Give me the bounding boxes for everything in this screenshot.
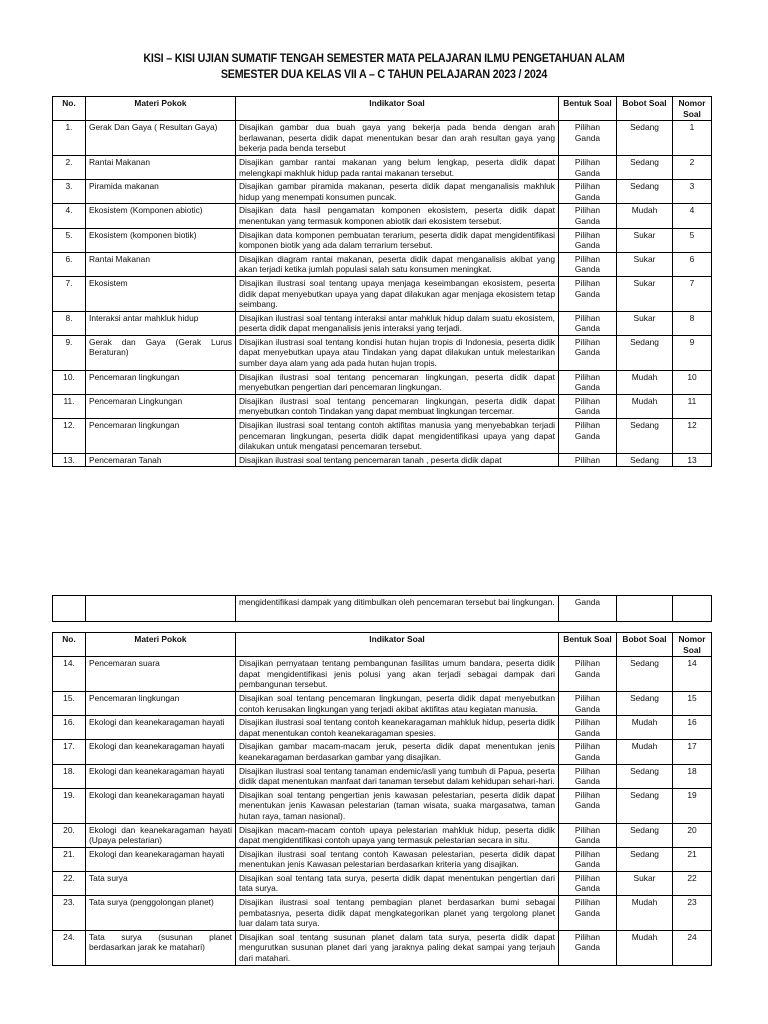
table-row	[53, 871, 712, 895]
cell-bobot: Sedang	[617, 335, 673, 370]
cell-bentuk: Pilihan Ganda	[559, 691, 617, 715]
cell-bentuk: Pilihan Ganda	[559, 394, 617, 418]
table-row	[53, 691, 712, 715]
cell-bobot: Mudah	[617, 740, 673, 764]
cell-indikator: Disajikan ilustrasi soal tentang pencemaran lingkungan, peserta didik dapat menyebutkan pengertian dari pencemaran lingkungan.	[236, 370, 559, 394]
cell-no	[53, 596, 86, 622]
cell-no: 17.	[53, 740, 86, 764]
document-title-line2: SEMESTER DUA KELAS VII A – C TAHUN PELAJARAN 2023 / 2024	[220, 69, 548, 81]
cell-indikator: Disajikan data hasil pengamatan komponen ekosistem, peserta didik dapat menentukan yang termasuk komponen abiotik dari ekosistem tersebut.	[236, 204, 559, 228]
cell-bentuk: Pilihan Ganda	[559, 716, 617, 740]
cell-materi: Ekologi dan keanekaragaman hayati (Upaya pelestarian)	[86, 823, 236, 847]
cell-bobot: Mudah	[617, 394, 673, 418]
cell-indikator: Disajikan ilustrasi soal tentang pembagian planet berdasarkan bumi sebagai pembatasnya, peserta didik dapat mengkategorikan planet yang tergolong planet luar dalam tata surya.	[236, 896, 559, 931]
cell-materi: Gerak Dan Gaya ( Resultan Gaya)	[86, 121, 236, 156]
header-bentuk: Bentuk Soal	[559, 97, 617, 121]
cell-indikator: Disajikan pernyataan tentang pembangunan fasilitas umum bandara, peserta didik dapat mengidentifikasi jenis polusi yang akan terjadi sebagai dampak dari pembangunan tersebut.	[236, 657, 559, 692]
cell-bentuk: Pilihan Ganda	[559, 740, 617, 764]
cell-bobot: Sedang	[617, 691, 673, 715]
cell-bobot: Sukar	[617, 276, 673, 311]
cell-nomor	[673, 596, 712, 622]
cell-bobot	[617, 596, 673, 622]
cell-bentuk: Pilihan Ganda	[559, 311, 617, 335]
cell-materi: Pencemaran Lingkungan	[86, 394, 236, 418]
cell-nomor: 20	[673, 823, 712, 847]
cell-bentuk: Pilihan Ganda	[559, 930, 617, 965]
cell-materi: Tata surya (penggolongan planet)	[86, 896, 236, 931]
cell-bentuk: Pilihan Ganda	[559, 657, 617, 692]
cell-no: 24.	[53, 930, 86, 965]
table-row	[53, 716, 712, 740]
cell-indikator: Disajikan macam-macam contoh upaya pelestarian mahkluk hidup, peserta didik dapat mengidentifikasi contoh upaya yang termasuk pelestarian secara in situ.	[236, 823, 559, 847]
header-bobot: Bobot Soal	[617, 633, 673, 657]
header-indikator: Indikator Soal	[236, 633, 559, 657]
cell-nomor: 7	[673, 276, 712, 311]
cell-materi	[86, 596, 236, 622]
table-header-row	[53, 633, 712, 657]
cell-nomor: 15	[673, 691, 712, 715]
header-materi: Materi Pokok	[86, 97, 236, 121]
cell-indikator: Disajikan ilustrasi soal tentang kondisi hutan hujan tropis di Indonesia, peserta didik dapat menyebutkan upaya atau Tindakan yang dapat dilakukan untuk melestarikan sumber daya alam yang ada pada hutan hujan tropis.	[236, 335, 559, 370]
table-row	[53, 740, 712, 764]
cell-bentuk: Pilihan Ganda	[559, 155, 617, 179]
cell-bentuk: Pilihan Ganda	[559, 121, 617, 156]
cell-no: 4.	[53, 204, 86, 228]
cell-nomor: 13	[673, 453, 712, 467]
table-row	[53, 788, 712, 823]
cell-materi: Gerak dan Gaya (Gerak Lurus Beraturan)	[86, 335, 236, 370]
cell-bobot: Mudah	[617, 930, 673, 965]
cell-indikator: Disajikan ilustrasi soal tentang contoh keanekaragaman mahkluk hidup, peserta didik dapat menentukan contoh keanekaragaman spesies.	[236, 716, 559, 740]
cell-bentuk: Ganda	[559, 596, 617, 622]
cell-bentuk: Pilihan Ganda	[559, 419, 617, 454]
cell-bobot: Sedang	[617, 823, 673, 847]
grid-table-1	[52, 96, 712, 467]
table-row	[53, 419, 712, 454]
cell-no: 6.	[53, 252, 86, 276]
cell-no: 11.	[53, 394, 86, 418]
cell-materi: Ekologi dan keanekaragaman hayati	[86, 716, 236, 740]
cell-nomor: 9	[673, 335, 712, 370]
cell-materi: Piramida makanan	[86, 180, 236, 204]
cell-no: 14.	[53, 657, 86, 692]
cell-nomor: 2	[673, 155, 712, 179]
cell-no: 12.	[53, 419, 86, 454]
table-row	[53, 453, 712, 467]
cell-materi: Ekologi dan keanekaragaman hayati	[86, 740, 236, 764]
cell-no: 8.	[53, 311, 86, 335]
cell-nomor: 23	[673, 896, 712, 931]
table-row	[53, 394, 712, 418]
cell-indikator: Disajikan ilustrasi soal tentang contoh Kawasan pelestarian, peserta didik dapat menentukan jenis Kawasan pelestarian berdasarkan kriteria yang disajikan.	[236, 847, 559, 871]
cell-bentuk: Pilihan Ganda	[559, 370, 617, 394]
cell-materi: Pencemaran suara	[86, 657, 236, 692]
table-row	[53, 335, 712, 370]
cell-bentuk: Pilihan Ganda	[559, 276, 617, 311]
cell-bentuk: Pilihan Ganda	[559, 823, 617, 847]
cell-indikator: Disajikan soal tentang susunan planet dalam tata surya, peserta didik dapat mengurutkan susunan planet dari yang jaraknya paling dekat sampai yang terjauh dari matahari.	[236, 930, 559, 965]
cell-materi: Ekosistem (komponen biotik)	[86, 228, 236, 252]
cell-bobot: Sukar	[617, 871, 673, 895]
table-row	[53, 596, 712, 622]
cell-no: 5.	[53, 228, 86, 252]
cell-bobot: Sukar	[617, 311, 673, 335]
header-no: No.	[53, 633, 86, 657]
cell-no: 13.	[53, 453, 86, 467]
cell-no: 1.	[53, 121, 86, 156]
cell-bobot: Mudah	[617, 716, 673, 740]
table-row	[53, 252, 712, 276]
cell-materi: Rantai Makanan	[86, 252, 236, 276]
cell-bobot: Sukar	[617, 252, 673, 276]
table-row	[53, 370, 712, 394]
cell-bobot: Sedang	[617, 121, 673, 156]
cell-nomor: 5	[673, 228, 712, 252]
cell-bentuk: Pilihan Ganda	[559, 228, 617, 252]
cell-materi: Pencemaran Tanah	[86, 453, 236, 467]
cell-bobot: Mudah	[617, 896, 673, 931]
cell-materi: Pencemaran lingkungan	[86, 419, 236, 454]
header-nomor: Nomor Soal	[673, 97, 712, 121]
cell-nomor: 21	[673, 847, 712, 871]
cell-no: 19.	[53, 788, 86, 823]
cell-no: 21.	[53, 847, 86, 871]
table-row	[53, 180, 712, 204]
cell-indikator: Disajikan soal tentang pencemaran lingkungan, peserta didik dapat menyebutkan contoh kerusakan lingkungan yang terjadi akibat aktifitas atau kegiatan manusia.	[236, 691, 559, 715]
cell-no: 10.	[53, 370, 86, 394]
cell-indikator: Disajikan gambar rantai makanan yang belum lengkap, peserta didik dapat melengkapi makhluk hidup pada rantai makanan tersebut.	[236, 155, 559, 179]
cell-nomor: 4	[673, 204, 712, 228]
cell-indikator: Disajikan ilustrasi soal tentang tanaman endemic/asli yang tumbuh di Papua, peserta didik dapat menentukan manfaat dari tanaman tersebut dalam kehidupan sehari-hari.	[236, 764, 559, 788]
cell-indikator: Disajikan soal tentang tata surya, peserta didik dapat menentukan pengertian dari tata surya.	[236, 871, 559, 895]
cell-no: 22.	[53, 871, 86, 895]
table-row	[53, 155, 712, 179]
document-title-line1: KISI – KISI UJIAN SUMATIF TENGAH SEMESTER MATA PELAJARAN ILMU PENGETAHUAN ALAM	[143, 53, 625, 65]
header-materi: Materi Pokok	[86, 633, 236, 657]
cell-bentuk: Pilihan Ganda	[559, 335, 617, 370]
cell-nomor: 11	[673, 394, 712, 418]
cell-bentuk: Pilihan Ganda	[559, 252, 617, 276]
cell-materi: Tata surya (susunan planet berdasarkan jarak ke matahari)	[86, 930, 236, 965]
cell-materi: Ekosistem	[86, 276, 236, 311]
cell-nomor: 12	[673, 419, 712, 454]
cell-bobot: Sedang	[617, 788, 673, 823]
cell-nomor: 24	[673, 930, 712, 965]
cell-bentuk: Pilihan Ganda	[559, 180, 617, 204]
cell-no: 18.	[53, 764, 86, 788]
cell-bobot: Sedang	[617, 847, 673, 871]
cell-bentuk: Pilihan	[559, 453, 617, 467]
cell-indikator: Disajikan ilustrasi soal tentang interaksi antar mahkluk hidup dalam suatu ekosistem, peserta didik dapat menganalisis jenis interaksi yang terjadi.	[236, 311, 559, 335]
cell-materi: Pencemaran lingkungan	[86, 691, 236, 715]
cell-bobot: Sedang	[617, 180, 673, 204]
cell-bentuk: Pilihan Ganda	[559, 788, 617, 823]
cell-no: 9.	[53, 335, 86, 370]
cell-materi: Ekosistem (Komponen abiotic)	[86, 204, 236, 228]
cell-no: 2.	[53, 155, 86, 179]
cell-bobot: Sedang	[617, 419, 673, 454]
cell-indikator: Disajikan ilustrasi soal tentang contoh aktifitas manusia yang menyebabkan terjadi pencemaran lingkungan, peserta didik dapat mengidentifikasi upaya yang dapat dilakukan untuk mengatasi pencemaran tersebut.	[236, 419, 559, 454]
cell-bobot: Mudah	[617, 204, 673, 228]
cell-nomor: 3	[673, 180, 712, 204]
cell-materi: Ekologi dan keanekaragaman hayati	[86, 847, 236, 871]
cell-indikator: mengidentifikasi dampak yang ditimbulkan oleh pencemaran tersebut bai lingkungan.	[236, 596, 559, 622]
cell-nomor: 22	[673, 871, 712, 895]
cell-materi: Pencemaran lingkungan	[86, 370, 236, 394]
cell-indikator: Disajikan gambar macam-macam jeruk, peserta didik dapat menentukan jenis keanekaragaman berdasarkan gambar yang disajikan.	[236, 740, 559, 764]
cell-no: 16.	[53, 716, 86, 740]
cell-indikator: Disajikan soal tentang pengertian jenis kawasan pelestarian, peserta didik dapat menentukan jenis Kawasan pelestarian (taman wisata, suaka margasatwa, taman hutan raya, taman nasional).	[236, 788, 559, 823]
cell-nomor: 18	[673, 764, 712, 788]
cell-no: 23.	[53, 896, 86, 931]
cell-nomor: 14	[673, 657, 712, 692]
cell-bobot: Sedang	[617, 657, 673, 692]
cell-materi: Ekologi dan keanekaragaman hayati	[86, 764, 236, 788]
cell-bobot: Sukar	[617, 228, 673, 252]
cell-bentuk: Pilihan Ganda	[559, 871, 617, 895]
table-row	[53, 121, 712, 156]
table-body-1	[53, 121, 712, 467]
table-row	[53, 823, 712, 847]
cell-materi: Tata surya	[86, 871, 236, 895]
header-no: No.	[53, 97, 86, 121]
cell-nomor: 6	[673, 252, 712, 276]
header-nomor: Nomor Soal	[673, 633, 712, 657]
cell-bobot: Sedang	[617, 453, 673, 467]
cell-indikator: Disajikan ilustrasi soal tentang pencemaran tanah , peserta didik dapat	[236, 453, 559, 467]
cell-no: 20.	[53, 823, 86, 847]
header-indikator: Indikator Soal	[236, 97, 559, 121]
cell-indikator: Disajikan ilustrasi soal tentang upaya menjaga keseimbangan ekosistem, peserta didik dapat menyebutkan upaya yang dapat dilakukan agar menjaga ekosistem tetap seimbang.	[236, 276, 559, 311]
table-row	[53, 657, 712, 692]
cell-nomor: 16	[673, 716, 712, 740]
cell-indikator: Disajikan data komponen pembuatan terarium, peserta didik dapat mengidentifikasi komponen biotik yang ada dalam terrarium tersebut.	[236, 228, 559, 252]
cell-bobot: Sedang	[617, 764, 673, 788]
table-row	[53, 896, 712, 931]
cell-indikator: Disajikan gambar dua buah gaya yang bekerja pada benda dengan arah berlawanan, peserta didik dapat menentukan besar dan arah resultan gaya yang bekerja pada benda tersebut	[236, 121, 559, 156]
cell-indikator: Disajikan gambar piramida makanan, peserta didik dapat menganalisis makhluk hidup yang menempati konsumen puncak.	[236, 180, 559, 204]
grid-table-2	[52, 632, 712, 966]
table-row	[53, 847, 712, 871]
cell-bentuk: Pilihan Ganda	[559, 204, 617, 228]
cell-nomor: 8	[673, 311, 712, 335]
cell-bobot: Mudah	[617, 370, 673, 394]
cell-indikator: Disajikan ilustrasi soal tentang pencemaran lingkungan, peserta didik dapat menyebutkan contoh Tindakan yang dapat membuat lingkungan tercemar.	[236, 394, 559, 418]
cell-nomor: 17	[673, 740, 712, 764]
cell-bentuk: Pilihan Ganda	[559, 847, 617, 871]
cell-nomor: 19	[673, 788, 712, 823]
table-body-2	[53, 657, 712, 965]
cell-bentuk: Pilihan Ganda	[559, 896, 617, 931]
cell-no: 15.	[53, 691, 86, 715]
table-row	[53, 228, 712, 252]
cell-nomor: 10	[673, 370, 712, 394]
cell-indikator: Disajikan diagram rantai makanan, peserta didik dapat menganalisis akibat yang akan terjadi ketika jumlah populasi salah satu konsumen meningkat.	[236, 252, 559, 276]
continuation-table	[52, 595, 712, 622]
table-row	[53, 204, 712, 228]
table-row	[53, 930, 712, 965]
cell-nomor: 1	[673, 121, 712, 156]
header-bentuk: Bentuk Soal	[559, 633, 617, 657]
table-header-row	[53, 97, 712, 121]
table-row	[53, 764, 712, 788]
table-row	[53, 276, 712, 311]
cell-materi: Ekologi dan keanekaragaman hayati	[86, 788, 236, 823]
cell-bobot: Sedang	[617, 155, 673, 179]
cell-no: 7.	[53, 276, 86, 311]
cell-no: 3.	[53, 180, 86, 204]
cell-materi: Rantai Makanan	[86, 155, 236, 179]
table-row	[53, 311, 712, 335]
cell-materi: Interaksi antar mahkluk hidup	[86, 311, 236, 335]
header-bobot: Bobot Soal	[617, 97, 673, 121]
cell-bentuk: Pilihan Ganda	[559, 764, 617, 788]
